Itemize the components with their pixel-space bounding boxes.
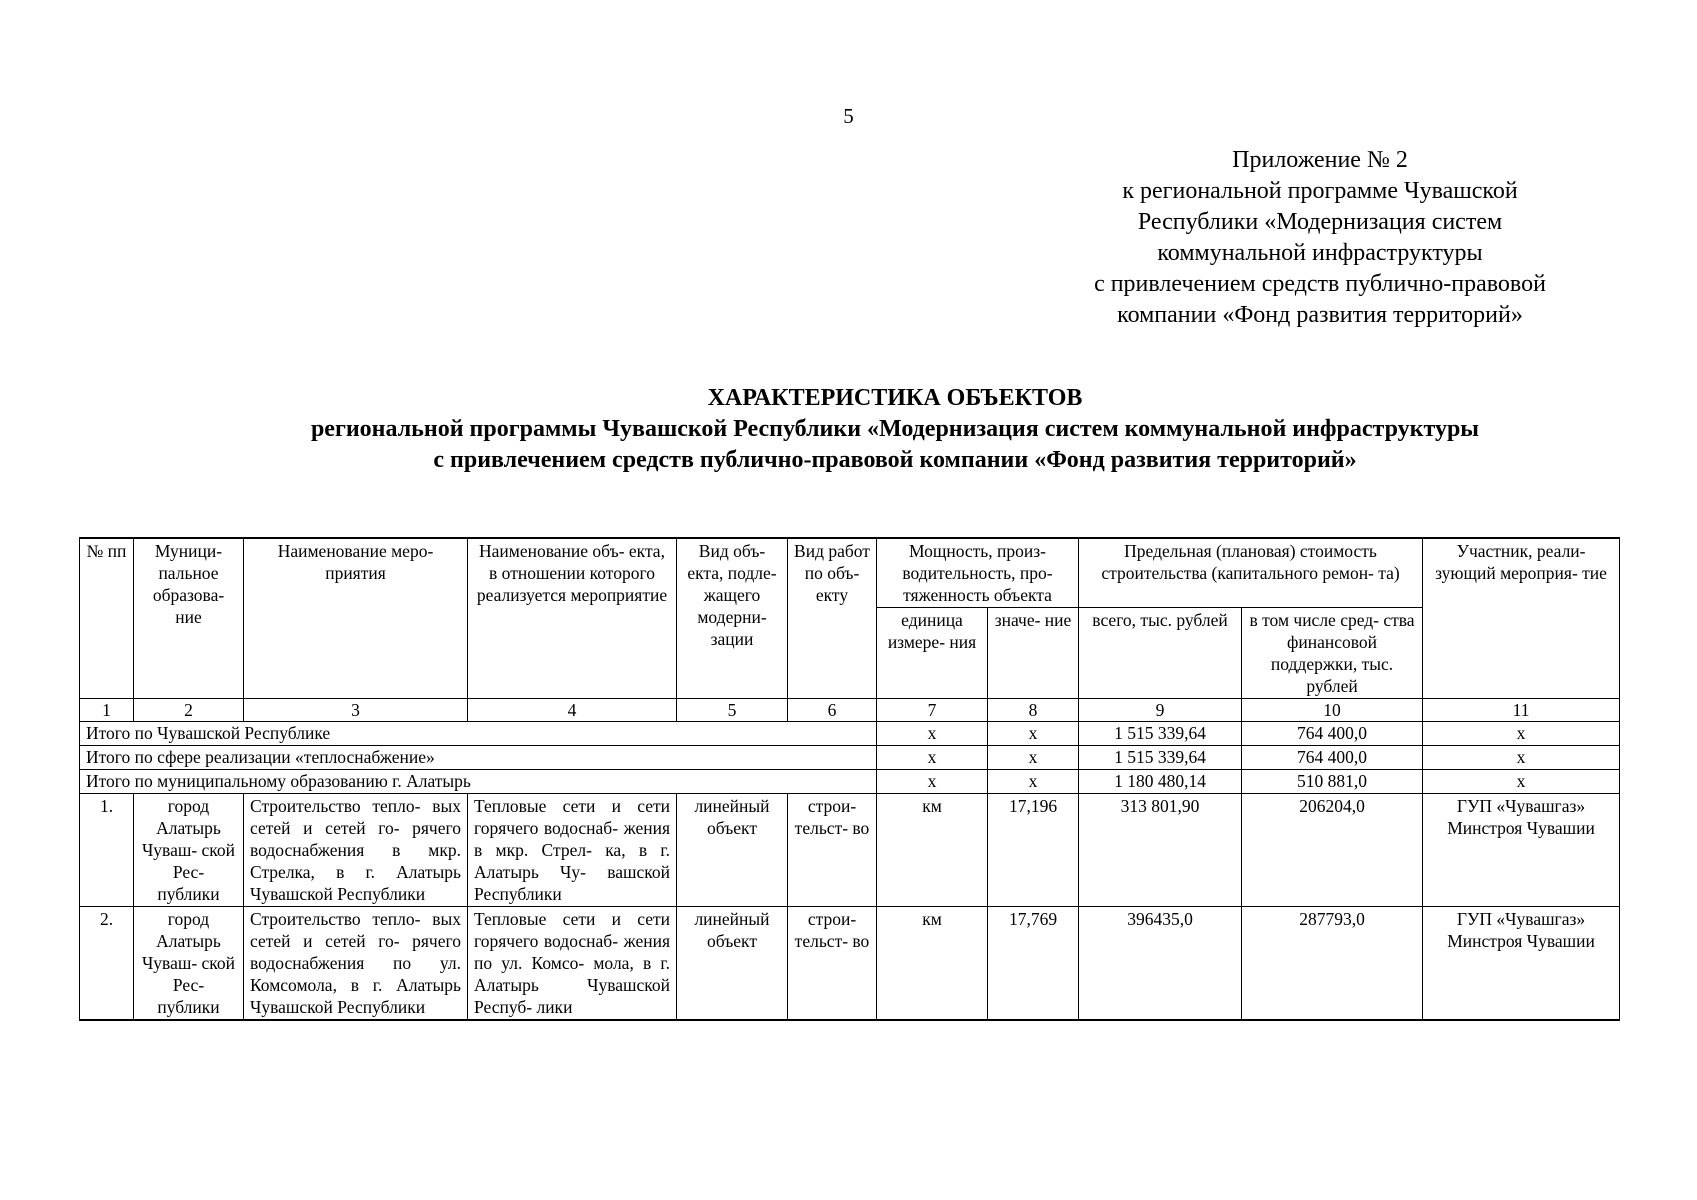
row-value: 17,196 (988, 794, 1079, 907)
appendix-line: Республики «Модернизация систем (1137, 209, 1503, 235)
row-support: 206204,0 (1242, 794, 1423, 907)
row-unit: км (877, 794, 988, 907)
row-total: 313 801,90 (1079, 794, 1242, 907)
total-cost: 1 180 480,14 (1079, 770, 1242, 794)
row-work-type: строи- тельст- во (788, 907, 877, 1021)
total-value: х (988, 770, 1079, 794)
total-label: Итого по муниципальному образованию г. Алатырь (80, 770, 877, 794)
objects-table (79, 537, 1620, 1021)
total-unit: х (877, 722, 988, 746)
total-participant: х (1423, 770, 1620, 794)
header-capacity: Мощность, произ- водительность, про- тяженность объекта (877, 538, 1079, 608)
column-number: 4 (468, 699, 677, 722)
page-number: 5 (843, 104, 854, 128)
header-support: в том числе сред- ства финансовой поддержки, тыс. рублей (1242, 608, 1423, 699)
row-value: 17,769 (988, 907, 1079, 1021)
row-support: 287793,0 (1242, 907, 1423, 1021)
column-number: 10 (1242, 699, 1423, 722)
header-unit: единица измере- ния (877, 608, 988, 699)
total-support: 764 400,0 (1242, 746, 1423, 770)
total-cost: 1 515 339,64 (1079, 722, 1242, 746)
total-label: Итого по сфере реализации «теплоснабжение» (80, 746, 877, 770)
header-cost: Предельная (плановая) стоимость строительства (капитального ремон- та) (1079, 538, 1423, 608)
total-support: 764 400,0 (1242, 722, 1423, 746)
column-number: 9 (1079, 699, 1242, 722)
column-number: 5 (677, 699, 788, 722)
column-number: 1 (80, 699, 134, 722)
column-number-row (80, 699, 1620, 722)
row-municipality: город Алатырь Чуваш- ской Рес- публики (134, 794, 244, 907)
appendix-line: Приложение № 2 (1232, 147, 1408, 173)
row-participant: ГУП «Чувашгаз» Минстроя Чувашии (1423, 794, 1620, 907)
header-total: всего, тыс. рублей (1079, 608, 1242, 699)
row-municipality: город Алатырь Чуваш- ской Рес- публики (134, 907, 244, 1021)
appendix-line: к региональной программе Чувашской (1122, 178, 1518, 204)
row-num: 1. (80, 794, 134, 907)
column-number: 11 (1423, 699, 1620, 722)
row-work-type: строи- тельст- во (788, 794, 877, 907)
row-unit: км (877, 907, 988, 1021)
total-value: х (988, 722, 1079, 746)
title-line: с привлечением средств публично-правовой компании «Фонд развития территорий» (433, 447, 1357, 473)
total-cost: 1 515 339,64 (1079, 746, 1242, 770)
column-number: 2 (134, 699, 244, 722)
total-row-alatyr (80, 770, 1620, 794)
row-object-type: линейный объект (677, 907, 788, 1021)
total-label: Итого по Чувашской Республике (80, 722, 877, 746)
header-object: Наименование объ- екта, в отношении которого реализуется мероприятие (468, 538, 677, 699)
header-event: Наименование меро- приятия (244, 538, 468, 699)
column-number: 7 (877, 699, 988, 722)
appendix-note (1060, 145, 1580, 331)
total-support: 510 881,0 (1242, 770, 1423, 794)
appendix-line: коммунальной инфраструктуры (1157, 240, 1483, 266)
total-unit: х (877, 770, 988, 794)
header-participant: Участник, реали- зующий мероприя- тие (1423, 538, 1620, 699)
column-number: 8 (988, 699, 1079, 722)
row-object-type: линейный объект (677, 794, 788, 907)
row-event: Строительство тепло- вых сетей и сетей го- рячего водоснабжения в мкр. Стрелка, в г. Алатырь Чувашской Республики (244, 794, 468, 907)
appendix-line: с привлечением средств публично-правовой (1094, 271, 1546, 297)
total-participant: х (1423, 722, 1620, 746)
total-unit: х (877, 746, 988, 770)
row-event: Строительство тепло- вых сетей и сетей го- рячего водоснабжения по ул. Комсомола, в г. Алатырь Чувашской Республики (244, 907, 468, 1021)
header-work-type: Вид работ по объ- екту (788, 538, 877, 699)
header-municipality: Муници- пальное образова- ние (134, 538, 244, 699)
header-value: значе- ние (988, 608, 1079, 699)
row-num: 2. (80, 907, 134, 1021)
appendix-line: компании «Фонд развития территорий» (1117, 302, 1523, 328)
document-title (0, 383, 1697, 476)
total-value: х (988, 746, 1079, 770)
row-object: Тепловые сети и сети горячего водоснаб- жения по ул. Комсо- мола, в г. Алатырь Чувашской Респуб- лики (468, 907, 677, 1021)
row-object: Тепловые сети и сети горячего водоснаб- жения в мкр. Стрел- ка, в г. Алатырь Чу- вашской Республики (468, 794, 677, 907)
total-participant: х (1423, 746, 1620, 770)
header-num: № пп (80, 538, 134, 699)
column-number: 6 (788, 699, 877, 722)
header-object-type: Вид объ- екта, подле- жащего модерни- зации (677, 538, 788, 699)
title-heading: ХАРАКТЕРИСТИКА ОБЪЕКТОВ (707, 385, 1083, 411)
row-participant: ГУП «Чувашгаз» Минстроя Чувашии (1423, 907, 1620, 1021)
total-row-heating (80, 746, 1620, 770)
title-line: региональной программы Чувашской Республики «Модернизация систем коммунальной инфраструктуры (310, 416, 1480, 442)
table-row (80, 794, 1620, 907)
total-row-republic (80, 722, 1620, 746)
column-number: 3 (244, 699, 468, 722)
table-row (80, 907, 1620, 1021)
row-total: 396435,0 (1079, 907, 1242, 1021)
